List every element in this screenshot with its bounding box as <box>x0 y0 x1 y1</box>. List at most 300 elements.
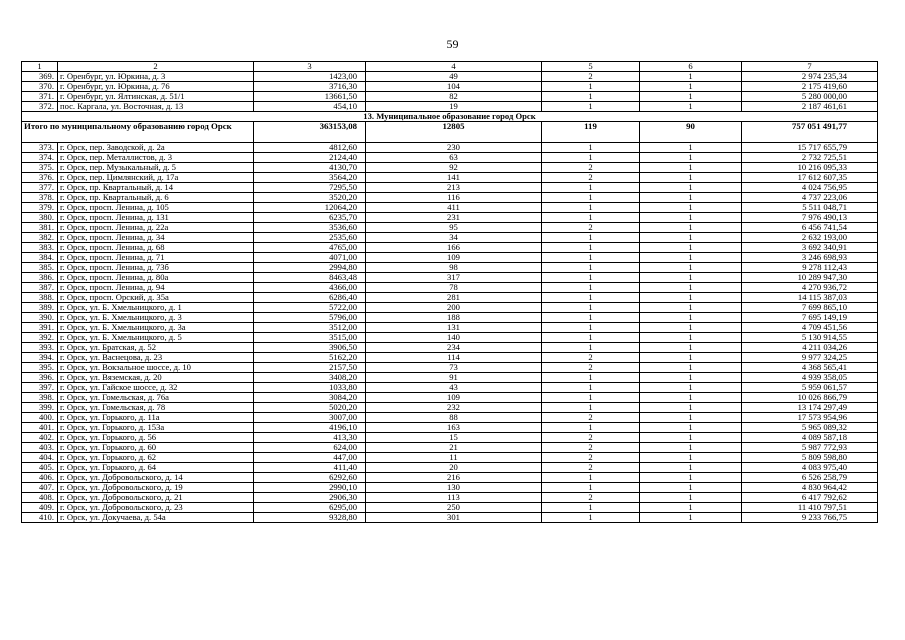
table-cell: 5 987 772,93 <box>742 443 878 453</box>
table-cell: г. Орск, пер. Металлистов, д. 3 <box>58 153 254 163</box>
table-cell: 1 <box>640 333 742 343</box>
section-title: 13. Муниципальное образование город Орск <box>22 112 878 122</box>
table-cell: 410. <box>22 513 58 523</box>
table-cell: 82 <box>366 92 542 102</box>
table-cell: 1 <box>640 193 742 203</box>
table-cell: 2 187 461,61 <box>742 102 878 112</box>
table-cell: 1 <box>640 303 742 313</box>
table-cell: г. Орск, ул. Горького, д. 153а <box>58 423 254 433</box>
table-cell: г. Орск, просп. Ленина, д. 105 <box>58 203 254 213</box>
header-cell: 6 <box>640 62 742 72</box>
table-cell: 216 <box>366 473 542 483</box>
table-cell: 1 <box>542 203 640 213</box>
housing-table <box>21 61 878 523</box>
table-cell: 109 <box>366 393 542 403</box>
table-cell: 20 <box>366 463 542 473</box>
table-cell: 63 <box>366 153 542 163</box>
table-cell: 1 <box>640 393 742 403</box>
table-cell: 1 <box>640 173 742 183</box>
table-cell: 2 <box>542 443 640 453</box>
table-cell: 382. <box>22 233 58 243</box>
table-cell: 9 233 766,75 <box>742 513 878 523</box>
table-cell: 1 <box>542 293 640 303</box>
table-cell: 2990,10 <box>254 483 366 493</box>
table-row <box>22 303 878 313</box>
table-row <box>22 253 878 263</box>
table-cell: г. Орск, ул. Гомельская, д. 76а <box>58 393 254 403</box>
table-cell: 387. <box>22 283 58 293</box>
table-cell: г. Орск, просп. Ленина, д. 68 <box>58 243 254 253</box>
table-row <box>22 72 878 82</box>
table-cell: 6235,70 <box>254 213 366 223</box>
table-cell: 3716,30 <box>254 82 366 92</box>
table-row <box>22 233 878 243</box>
table-cell: 12064,20 <box>254 203 366 213</box>
table-row <box>22 323 878 333</box>
table-cell: 3408,20 <box>254 373 366 383</box>
table-cell: 1 <box>542 253 640 263</box>
table-cell: 375. <box>22 163 58 173</box>
table-cell: 390. <box>22 313 58 323</box>
table-cell: 1 <box>542 423 640 433</box>
table-row <box>22 353 878 363</box>
table-cell: 1 <box>640 413 742 423</box>
table-cell: 1 <box>640 423 742 433</box>
table-cell: 200 <box>366 303 542 313</box>
table-cell: 3 246 698,93 <box>742 253 878 263</box>
table-cell: г. Орск, просп. Ленина, д. 34 <box>58 233 254 243</box>
table-row <box>22 463 878 473</box>
table-cell: 13661,50 <box>254 92 366 102</box>
table-cell: 391. <box>22 323 58 333</box>
table-cell: 1 <box>542 403 640 413</box>
page-number: 59 <box>446 37 459 51</box>
table-cell: 5 965 089,32 <box>742 423 878 433</box>
table-cell: г. Орск, ул. Б. Хмельницкого, д. 3а <box>58 323 254 333</box>
table-cell: 1 <box>640 503 742 513</box>
table-cell: 78 <box>366 283 542 293</box>
table-cell: 4765,00 <box>254 243 366 253</box>
table-row <box>22 343 878 353</box>
table-cell: 1 <box>542 92 640 102</box>
table-cell: 1 <box>640 243 742 253</box>
table-cell: г. Орск, ул. Горького, д. 56 <box>58 433 254 443</box>
table-cell: г. Орск, просп. Ленина, д. 73б <box>58 263 254 273</box>
table-cell: 1 <box>640 443 742 453</box>
table-cell: 2906,30 <box>254 493 366 503</box>
table-cell: 2124,40 <box>254 153 366 163</box>
table-cell: 389. <box>22 303 58 313</box>
table-cell: 1 <box>542 143 640 153</box>
table-row <box>22 443 878 453</box>
table-cell: 1 <box>542 193 640 203</box>
table-cell: 411,40 <box>254 463 366 473</box>
table-cell: 1 <box>640 463 742 473</box>
table-cell: 1 <box>640 473 742 483</box>
table-cell: 393. <box>22 343 58 353</box>
table-cell: 6 456 741,54 <box>742 223 878 233</box>
table-cell: 5 130 914,55 <box>742 333 878 343</box>
table-cell: 1 <box>640 323 742 333</box>
table-cell: 1 <box>640 102 742 112</box>
table-cell: 9 278 112,43 <box>742 263 878 273</box>
table-cell: 231 <box>366 213 542 223</box>
table-cell: 10 216 095,33 <box>742 163 878 173</box>
table-row <box>22 163 878 173</box>
table-cell: 1033,80 <box>254 383 366 393</box>
table-cell: 113 <box>366 493 542 503</box>
table-cell: г. Оренбург, ул. Юркина, д. 76 <box>58 82 254 92</box>
table-cell: 5 511 048,71 <box>742 203 878 213</box>
table-cell: 6292,60 <box>254 473 366 483</box>
table-cell: 3564,20 <box>254 173 366 183</box>
table-cell: г. Орск, ул. Гомельская, д. 78 <box>58 403 254 413</box>
table-cell: 11 410 797,51 <box>742 503 878 513</box>
table-cell: 411 <box>366 203 542 213</box>
table-row <box>22 173 878 183</box>
table-cell: г. Орск, пер. Заводской, д. 2а <box>58 143 254 153</box>
table-cell: 1 <box>542 333 640 343</box>
table-cell: 386. <box>22 273 58 283</box>
table-cell: 376. <box>22 173 58 183</box>
table-cell: 395. <box>22 363 58 373</box>
table-cell: 15 717 655,79 <box>742 143 878 153</box>
table-cell: 5 809 598,80 <box>742 453 878 463</box>
table-cell: 3084,20 <box>254 393 366 403</box>
table-cell: 408. <box>22 493 58 503</box>
table-cell: 5 959 061,57 <box>742 383 878 393</box>
table-cell: 3 692 340,91 <box>742 243 878 253</box>
total-col6: 90 <box>640 122 742 143</box>
table-cell: 1 <box>640 493 742 503</box>
table-cell: г. Орск, пер. Цимлянский, д. 17а <box>58 173 254 183</box>
table-cell: 2 <box>542 453 640 463</box>
table-cell: 1 <box>542 303 640 313</box>
table-cell: 230 <box>366 143 542 153</box>
table-row <box>22 403 878 413</box>
table-cell: 1 <box>640 163 742 173</box>
table-cell: г. Орск, ул. Добровольского, д. 14 <box>58 473 254 483</box>
table-cell: 370. <box>22 82 58 92</box>
table-cell: 1 <box>542 323 640 333</box>
table-cell: 4 939 358,05 <box>742 373 878 383</box>
table-cell: 10 289 947,30 <box>742 273 878 283</box>
table-cell: 8463,48 <box>254 273 366 283</box>
table-cell: 4 368 565,41 <box>742 363 878 373</box>
table-cell: 109 <box>366 253 542 263</box>
table-cell: 405. <box>22 463 58 473</box>
table-cell: 2 632 193,00 <box>742 233 878 243</box>
table-cell: г. Орск, ул. Братская, д. 52 <box>58 343 254 353</box>
table-cell: 1 <box>542 243 640 253</box>
table-cell: 2 <box>542 433 640 443</box>
table-cell: 1 <box>640 273 742 283</box>
table-cell: 95 <box>366 223 542 233</box>
table-cell: 2 <box>542 223 640 233</box>
table-cell: 2 <box>542 493 640 503</box>
table-cell: 2 <box>542 72 640 82</box>
table-cell: 1 <box>640 483 742 493</box>
table-cell: 1 <box>542 263 640 273</box>
table-cell: 4 270 936,72 <box>742 283 878 293</box>
total-cost: 757 051 491,77 <box>742 122 878 143</box>
table-cell: 6 417 792,62 <box>742 493 878 503</box>
table-cell: 1 <box>640 373 742 383</box>
table-cell: 3007,00 <box>254 413 366 423</box>
table-cell: 4 083 975,40 <box>742 463 878 473</box>
table-cell: 4 089 587,18 <box>742 433 878 443</box>
table-cell: г. Оренбург, ул. Ялтинская, д. 51/1 <box>58 92 254 102</box>
table-cell: 49 <box>366 72 542 82</box>
table-cell: г. Орск, пер. Музыкальный, д. 5 <box>58 163 254 173</box>
table-cell: 232 <box>366 403 542 413</box>
table-cell: 1 <box>542 233 640 243</box>
table-cell: г. Орск, просп. Ленина, д. 94 <box>58 283 254 293</box>
table-cell: г. Орск, просп. Ленина, д. 22а <box>58 223 254 233</box>
table-row <box>22 373 878 383</box>
header-row <box>22 62 878 72</box>
table-cell: 5722,00 <box>254 303 366 313</box>
table-cell: 5162,20 <box>254 353 366 363</box>
table-cell: 1 <box>542 483 640 493</box>
table-cell: 385. <box>22 263 58 273</box>
table-cell: г. Орск, ул. Добровольского, д. 19 <box>58 483 254 493</box>
table-cell: г. Орск, просп. Ленина, д. 71 <box>58 253 254 263</box>
table-cell: 394. <box>22 353 58 363</box>
table-cell: г. Орск, ул. Вокзальное шоссе, д. 10 <box>58 363 254 373</box>
table-cell: 1 <box>640 513 742 523</box>
header-cell: 2 <box>58 62 254 72</box>
table-cell: г. Орск, ул. Горького, д. 64 <box>58 463 254 473</box>
table-cell: 4 737 223,06 <box>742 193 878 203</box>
table-cell: 104 <box>366 82 542 92</box>
table-cell: 1 <box>640 143 742 153</box>
section-title-row <box>22 112 878 122</box>
table-cell: 380. <box>22 213 58 223</box>
table-cell: 1 <box>542 183 640 193</box>
total-label: Итого по муниципальному образованию город Орск <box>22 122 254 143</box>
table-cell: 1423,00 <box>254 72 366 82</box>
table-cell: 1 <box>542 513 640 523</box>
table-row <box>22 283 878 293</box>
table-cell: г. Орск, ул. Горького, д. 11а <box>58 413 254 423</box>
table-cell: 301 <box>366 513 542 523</box>
table-cell: 73 <box>366 363 542 373</box>
table-cell: 1 <box>640 453 742 463</box>
table-cell: 1 <box>640 82 742 92</box>
table-cell: 34 <box>366 233 542 243</box>
table-cell: 7 976 490,13 <box>742 213 878 223</box>
table-row <box>22 273 878 283</box>
table-cell: 1 <box>640 343 742 353</box>
table-cell: 404. <box>22 453 58 463</box>
table-row <box>22 423 878 433</box>
total-area: 363153,08 <box>254 122 366 143</box>
table-cell: 1 <box>542 373 640 383</box>
table-row <box>22 453 878 463</box>
table-cell: 402. <box>22 433 58 443</box>
total-row <box>22 122 878 143</box>
table-cell: 166 <box>366 243 542 253</box>
table-cell: 2 <box>542 463 640 473</box>
total-col5: 119 <box>542 122 640 143</box>
table-row <box>22 102 878 112</box>
table-cell: 399. <box>22 403 58 413</box>
table-cell: 2535,60 <box>254 233 366 243</box>
table-cell: г. Орск, ул. Докучаева, д. 54а <box>58 513 254 523</box>
table-cell: 317 <box>366 273 542 283</box>
table-cell: 2 <box>542 413 640 423</box>
table-row <box>22 503 878 513</box>
table-cell: 2 <box>542 173 640 183</box>
table-cell: 5796,00 <box>254 313 366 323</box>
table-cell: 2 <box>542 363 640 373</box>
table-cell: 92 <box>366 163 542 173</box>
table-cell: 1 <box>640 92 742 102</box>
table-cell: 5 280 000,00 <box>742 92 878 102</box>
header-cell: 1 <box>22 62 58 72</box>
table-cell: 1 <box>542 102 640 112</box>
table-cell: 2157,50 <box>254 363 366 373</box>
table-cell: 1 <box>542 343 640 353</box>
table-cell: 1 <box>640 233 742 243</box>
table-cell: 14 115 387,03 <box>742 293 878 303</box>
table-cell: 407. <box>22 483 58 493</box>
table-cell: 6295,00 <box>254 503 366 513</box>
table-cell: 4130,70 <box>254 163 366 173</box>
table-cell: г. Орск, ул. Добровольского, д. 23 <box>58 503 254 513</box>
table-cell: 373. <box>22 143 58 153</box>
table-cell: 1 <box>640 383 742 393</box>
table-cell: 3512,00 <box>254 323 366 333</box>
table-cell: 1 <box>542 153 640 163</box>
table-cell: 384. <box>22 253 58 263</box>
table-cell: 378. <box>22 193 58 203</box>
table-cell: 17 612 607,35 <box>742 173 878 183</box>
table-cell: 624,00 <box>254 443 366 453</box>
table-cell: 6286,40 <box>254 293 366 303</box>
table-cell: 381. <box>22 223 58 233</box>
table-row <box>22 313 878 323</box>
table-cell: 1 <box>542 393 640 403</box>
table-row <box>22 223 878 233</box>
table-cell: 3906,50 <box>254 343 366 353</box>
table-cell: 21 <box>366 443 542 453</box>
table-cell: г. Орск, ул. Васнецова, д. 23 <box>58 353 254 363</box>
table-cell: пос. Каргала, ул. Восточная, д. 13 <box>58 102 254 112</box>
table-cell: 17 573 954,96 <box>742 413 878 423</box>
table-cell: 1 <box>640 253 742 263</box>
table-cell: г. Орск, ул. Б. Хмельницкого, д. 5 <box>58 333 254 343</box>
table-cell: 371. <box>22 92 58 102</box>
table-row <box>22 193 878 203</box>
table-cell: 374. <box>22 153 58 163</box>
table-cell: 7 695 149,19 <box>742 313 878 323</box>
table-cell: 10 026 866,79 <box>742 393 878 403</box>
table-cell: 9328,80 <box>254 513 366 523</box>
table-cell: 91 <box>366 373 542 383</box>
table-cell: 1 <box>640 263 742 273</box>
total-residents: 12805 <box>366 122 542 143</box>
table-cell: 234 <box>366 343 542 353</box>
table-cell: 1 <box>640 313 742 323</box>
table-cell: 140 <box>366 333 542 343</box>
table-cell: 9 977 324,25 <box>742 353 878 363</box>
table-cell: г. Оренбург, ул. Юркина, д. 3 <box>58 72 254 82</box>
table-cell: 3536,60 <box>254 223 366 233</box>
table-cell: 11 <box>366 453 542 463</box>
table-cell: г. Орск, ул. Горького, д. 62 <box>58 453 254 463</box>
table-cell: 383. <box>22 243 58 253</box>
table-cell: 1 <box>542 273 640 283</box>
table-cell: 1 <box>542 213 640 223</box>
table-cell: 4366,00 <box>254 283 366 293</box>
table-cell: 88 <box>366 413 542 423</box>
table-cell: 7295,50 <box>254 183 366 193</box>
table-cell: г. Орск, ул. Добровольского, д. 21 <box>58 493 254 503</box>
table-row <box>22 413 878 423</box>
table-cell: 213 <box>366 183 542 193</box>
table-row <box>22 493 878 503</box>
table-cell: 250 <box>366 503 542 513</box>
table-cell: 1 <box>640 203 742 213</box>
table-cell: 369. <box>22 72 58 82</box>
table-cell: 98 <box>366 263 542 273</box>
header-cell: 4 <box>366 62 542 72</box>
table-cell: 1 <box>640 213 742 223</box>
table-cell: г. Орск, ул. Б. Хмельницкого, д. 3 <box>58 313 254 323</box>
header-cell: 5 <box>542 62 640 72</box>
table-cell: 403. <box>22 443 58 453</box>
table-cell: 131 <box>366 323 542 333</box>
table-cell: 409. <box>22 503 58 513</box>
table-cell: 388. <box>22 293 58 303</box>
table-row <box>22 92 878 102</box>
table-cell: г. Орск, просп. Орский, д. 35а <box>58 293 254 303</box>
table-cell: 2 974 235,34 <box>742 72 878 82</box>
table-cell: 281 <box>366 293 542 303</box>
table-cell: 5020,20 <box>254 403 366 413</box>
table-cell: 1 <box>542 313 640 323</box>
table-cell: 19 <box>366 102 542 112</box>
table-cell: 130 <box>366 483 542 493</box>
table-row <box>22 82 878 92</box>
table-cell: 454,10 <box>254 102 366 112</box>
table-cell: 1 <box>640 433 742 443</box>
table-cell: 188 <box>366 313 542 323</box>
table-cell: 2 <box>542 353 640 363</box>
table-cell: 141 <box>366 173 542 183</box>
table-cell: 4 830 964,42 <box>742 483 878 493</box>
table-row <box>22 363 878 373</box>
table-cell: г. Орск, просп. Ленина, д. 80а <box>58 273 254 283</box>
table-cell: 1 <box>640 153 742 163</box>
table-row <box>22 383 878 393</box>
table-cell: 7 699 865,10 <box>742 303 878 313</box>
table-cell: г. Орск, пр. Квартальный, д. 6 <box>58 193 254 203</box>
table-cell: 4812,60 <box>254 143 366 153</box>
table-cell: 13 174 297,49 <box>742 403 878 413</box>
table-cell: 379. <box>22 203 58 213</box>
table-cell: 392. <box>22 333 58 343</box>
table-cell: 400. <box>22 413 58 423</box>
table-cell: 1 <box>640 363 742 373</box>
table-cell: 43 <box>366 383 542 393</box>
table-cell: 1 <box>542 283 640 293</box>
table-row <box>22 433 878 443</box>
table-cell: 4 709 451,56 <box>742 323 878 333</box>
table-cell: 401. <box>22 423 58 433</box>
